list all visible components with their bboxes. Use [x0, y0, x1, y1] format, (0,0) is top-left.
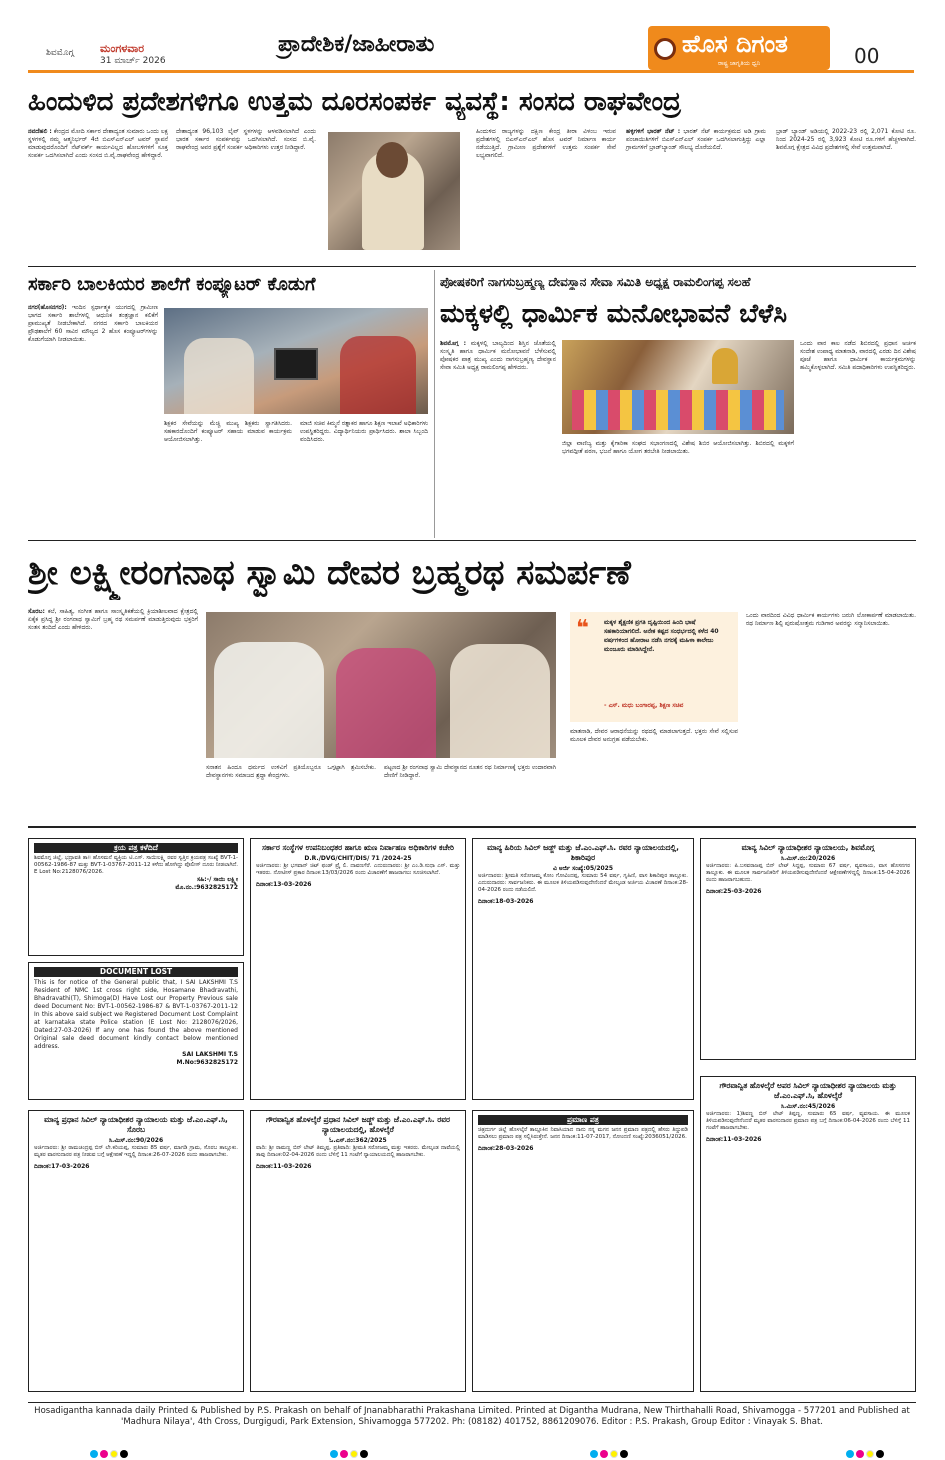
masthead-rule: [28, 70, 914, 73]
ad4-date: ದಿನಾಂಕ:18-03-2026: [478, 898, 534, 905]
ad5-title: ಮಾನ್ಯ ಸಿವಿಲ್ ನ್ಯಾಯಾಧೀಶರ ನ್ಯಾಯಾಲಯ, ಶಿವಮೊಗ್ಗ: [741, 843, 875, 852]
deity-idol: [712, 348, 738, 384]
quote-author: - ಎಸ್. ಮಧು ಬಂಗಾರಪ್ಪ, ಶಿಕ್ಷಣ ಸಚಿವ: [604, 702, 684, 709]
story2-col2: ಶಿಕ್ಷಕರ ಸೇವೆಯನ್ನು ಮೆಚ್ಚಿ ಮುಖ್ಯ ಶಿಕ್ಷಕರು ಸ್ವಾಗತಿಸಿದರು. ಸಹಕಾರದೊಂದಿಗೆ ಕಂಪ್ಯೂಟರ್ ಸಹಾಯ ಮಾಡುವ ಕಾರ್ಯಕ್ರಮ ಆಯೋಜಿಸಲಾಗಿತ್ತು.: [164, 420, 292, 443]
ad3-title: ಸರ್ಕಾರ ಸಂಸ್ಥೆಗಳ ಉಪನಿಬಂಧಕರ ಹಾಗೂ ಋಣ ನಿರ್ವಾಹಣ ಅಧಿಕಾರಿಗಳ ಕಚೇರಿ: [262, 843, 454, 852]
quote-text: ಮಕ್ಕಳ ಶೈಕ್ಷಣಿಕ ಪ್ರಗತಿ ದೃಷ್ಟಿಯಿಂದ ಹಿಂದಿ ಭಾಷೆ ಸಹಕಾರಿಯಾಗಲಿದೆ. ಅನೇಕ ಕಷ್ಟದ ಸಂಧರ್ಭದಲ್ಲಿ ಕಳೆದ 40 ವರ್ಷಗಳಿಂದ ಹೋರಾಟ ನಡೆಸಿ ನಗರಕ್ಕೆ ಮಹಿಳಾ ಕಾಲೇಜು ಮಂಜೂರು ಮಾಡಿಸಿದ್ದೇನೆ.: [604, 619, 719, 653]
ad3-ref: D.R./DVG/CHIT/DIS/ 71 /2024-25: [304, 855, 412, 862]
ad9-body: ಅರ್ಜಿದಾರರು: 1)ಶಿವಣ್ಣ ಬಿನ್ ಲೇಟ್ ತಿಪ್ಪಣ್ಣ, ಸುಮಾರು 65 ವರ್ಷ, ವ್ಯವಸಾಯ. ಈ ಮೂಲಕ ತಿಳಿಯಪಡಿಸುವುದೇನೆಂದರೆ ಮೃತರ ವಾರಸುದಾರರ ಪ್ರಮಾಣ ಪತ್ರ ಬಗ್ಗೆ ದಿನಾಂಕ:06-04-2026 ರಂದು ಬೆಳಿಗ್ಗೆ 11 ಗಂಟೆಗೆ ಹಾಜರಾಗಬೇಕು.: [706, 1111, 910, 1131]
story1-col2: ದೇಶಾದ್ಯಂತ 96,103 ಲೈವ್ ಸ್ಥಳಗಳನ್ನು ಆಳವಡಿಸಲಾಗಿದೆ ಎಂದು ಭಾರತ ಸರ್ಕಾರ ಸಂಪರ್ಕವನ್ನು ಒದಗಿಸಲಾಗಿದೆ. ಸಂಸದ ಬಿ.ವೈ. ರಾಘವೇಂದ್ರ ಅವರ ಪ್ರಶ್ನೆಗೆ ಸಂಪರ್ಕ ಅಧಿಕಾರಿಗಳು ಉತ್ತರ ನೀಡಿದ್ದಾರೆ.: [176, 128, 316, 151]
ad6-date: ದಿನಾಂಕ:17-03-2026: [34, 1163, 90, 1170]
children-row: [572, 390, 784, 430]
ad5-date: ದಿನಾಂಕ:25-03-2026: [706, 888, 762, 895]
brand-box: [648, 26, 830, 70]
divider-2: [28, 540, 916, 541]
ad-deed-lost-kannada: [28, 838, 244, 956]
story4-col3: ಪಟ್ಟಣದ ಶ್ರೀ ರಂಗನಾಥ ಸ್ವಾಮಿ ದೇವಸ್ಥಾನದ ನೂತನ ರಥ ನಿರ್ಮಾಣಕ್ಕೆ ಭಕ್ತರು ಉದಾರವಾಗಿ ದೇಣಿಗೆ ನೀಡಿದ್ದಾರೆ.: [384, 764, 556, 779]
ad-court-sorab: [28, 1110, 244, 1392]
ad5-ref: ಸಿ.ಮಿಸ್.ನಂ:20/2026: [780, 855, 836, 862]
registration-marks-right-center: [590, 1443, 630, 1460]
quote-icon: ❝: [576, 616, 589, 641]
story2-headline: ಸರ್ಕಾರಿ ಬಾಲಕಿಯರ ಶಾಲೆಗೆ ಕಂಪ್ಯೂಟರ್ ಕೊಡುಗೆ: [28, 274, 316, 295]
ad2-phone: M.No:9632825172: [176, 1059, 238, 1066]
ad1-body: ಶಿವಮೊಗ್ಗ ಜಿಲ್ಲೆ, ಭದ್ರಾವತಿ ತಾ॥ ಹೊಸಮನೆ ವ್ಯಕ್ತಿಯ ಟಿ.ಎಸ್. ಸಾಯಿಲಕ್ಷ್ಮಿ ರವರ ಸ್ವತ್ತಿನ ಕ್ರಯಪತ್ರ ಸಂಖ್ಯೆ BVT-1-00562-1986-87 ಮತ್ತು BVT-1-03767-2011-12 ಕಳೆದು ಹೋಗಿದ್ದು ಪೊಲೀಸ್ ದೂರು ನೀಡಲಾಗಿದೆ. E Lost No:2128076/2026.: [34, 855, 238, 875]
story4-headline: ಶ್ರೀ ಲಕ್ಷ್ಮೀರಂಗನಾಥ ಸ್ವಾಮಿ ದೇವರ ಬ್ರಹ್ಮರಥ ಸಮರ್ಪಣೆ: [28, 553, 631, 593]
ad-court-holalkere: [250, 1110, 466, 1392]
story1-col4-text: ಭಾರತ್ ನೆಟ್ ಕಾರ್ಯಕ್ರಮದ ಅಡಿ ಗ್ರಾಮ ಪಂಚಾಯಿತಿಗಳಿಗೆ ಬಿಎಸ್ಎನ್ಎಲ್ ಸಂಪರ್ಕ ಒದಗಿಸಲಾಗುತ್ತಿದ್ದು ಎಲ್ಲಾ ಗ್ರಾಮಗಳಿಗೆ ಬ್ರಾಡ್‌ಬ್ಯಾಂಡ್ ಸೌಲಭ್ಯ ದೊರೆಯಲಿದೆ.: [626, 128, 766, 151]
divider-vertical: [434, 270, 435, 538]
ad9-ref: ಸಿ.ಮಿಸ್.ನಂ:45/2026: [780, 1103, 836, 1110]
dot-magenta: [600, 1450, 608, 1458]
people-group-right: [340, 336, 416, 414]
story1-headline: ಹಿಂದುಳಿದ ಪ್ರದೇಶಗಳಿಗೂ ಉತ್ತಮ ದೂರಸಂಪರ್ಕ ವ್ಯವಸ್ಥೆ: ಸಂಸದ ರಾಘವೇಂದ್ರ: [28, 87, 681, 117]
story3-photo: [562, 340, 794, 434]
ad7-title: ಗೌರವಾನ್ವಿತ ಹೊಳಲ್ಕೆರೆ ಪ್ರಧಾನ ಸಿವಿಲ್ ಜಡ್ಜ್ ಮತ್ತು ಜೆ.ಎಂ.ಎಫ್.ಸಿ. ರವರ ನ್ಯಾಯಾಲಯದಲ್ಲಿ, ಹೊಳಲ್ಕೆರೆ: [266, 1115, 450, 1134]
ad3-body: ಅರ್ಜಿದಾರರು: ಶ್ರೀ ಭಗವಾನ್ ಚಿಟ್ ಫಂಡ್ ಪ್ರೈ ಲಿ. ದಾವಣಗೆರೆ. ಎದುರುದಾರರು: ಶ್ರೀ ಎಂ.ಡಿ.ಸುಧಾ ಎಸ್. ಮತ್ತು ಇತರರು. ನೋಟೀಸ್ ಪ್ರಕಾರ ದಿನಾಂಕ:13/03/2026 ರಂದು ವಿಚಾರಣೆಗೆ ಹಾಜರಾಗಲು ಸೂಚಿಸಲಾಗಿದೆ.: [256, 863, 460, 876]
story3-col3: ಒಂದು ವಾರ ಕಾಲ ನಡೆದ ಶಿಬಿರದಲ್ಲಿ ಪ್ರಧಾನ ಅರ್ಚಕ ಸಂದೇಶ ಉಪಾಧ್ಯ ಮಾತನಾಡಿ, ವಾರದಲ್ಲಿ ಎರಡು ದಿನ ವಿಶೇಷ ಪೂಜೆ ಹಾಗೂ ಧಾರ್ಮಿಕ ಕಾರ್ಯಕ್ರಮಗಳನ್ನು ಹಮ್ಮಿಕೊಳ್ಳಲಾಗಿದೆ. ಸಮಿತಿ ಪದಾಧಿಕಾರಿಗಳು ಉಪಸ್ಥಿತರಿದ್ದರು.: [800, 340, 916, 371]
ad2-sign: SAI LAKSHMI T.S: [182, 1051, 238, 1058]
dot-cyan: [590, 1450, 598, 1458]
dot-magenta: [100, 1450, 108, 1458]
dot-magenta: [340, 1450, 348, 1458]
story1-col1-text: ಕೇಂದ್ರದ ಮೋದಿ ಸರ್ಕಾರ ದೇಶಾದ್ಯಂತ ಸುಮಾರು ಒಂದು ಲಕ್ಷ ಸ್ಥಳಗಳಲ್ಲಿ ನಮ್ಮ ಆತ್ಮನಿರ್ಭರ್ 4ಜಿ ಬಿಎಸ್ಎನ್ಎಲ್ ಟವರ್ ಸ್ಥಾಪನೆ ಮಾಡುವುದರೊಂದಿಗೆ ನೆಟ್‌ವರ್ಕ್ ಕಾರ್ಯವಿಲ್ಲದ ಹೋಬಳಿಗಳಿಗೆ ಸೂಕ್ತ ಸಂಪರ್ಕ ಒದಗಿಸಲಾಗಿದೆ ಎಂದು ಸಂಸದ ಬಿ.ವೈ.ರಾಘವೇಂದ್ರ ಹೇಳಿದ್ದಾರೆ.: [28, 128, 168, 159]
section-title: ಪ್ರಾದೇಶಿಕ/ಜಾಹೀರಾತು: [278, 32, 435, 57]
dot-black: [620, 1450, 628, 1458]
ad8-date: ದಿನಾಂಕ:28-03-2026: [478, 1145, 534, 1152]
ad1-title: ಕ್ರಯ ಪತ್ರ ಕಳೆದಿದೆ: [34, 843, 238, 853]
footer-imprint: Hosadigantha kannada daily Printed & Published by P.S. Prakash on behalf of Jnanabharathi Prakashana Limited. Printed at Digantha Mudrana, New Thirthahalli Road, Shivamogga - 577201 and Published at 'Madhura Nilaya', 4th Cross, Durgigudi, Park Extension, Shivamogga 577202. Ph: (08182) 401752, 8861209076. Editor : P.S. Prakash, Group Editor : Vinayak S. Bhat.: [34, 1406, 910, 1427]
header-city: ಶಿವಮೊಗ್ಗ: [46, 48, 74, 58]
ad-certificate: [472, 1110, 694, 1392]
dot-yellow: [610, 1450, 618, 1458]
ad-chit-registrar: [250, 838, 466, 1100]
story1-col4: [626, 128, 766, 258]
story2-col3: ಮಾಜಿ ಸಚಿವ ಕಿಮ್ಮನೆ ರತ್ನಾಕರ ಹಾಗೂ ಶಿಕ್ಷಣ ಇಲಾಖೆ ಅಧಿಕಾರಿಗಳು ಉಪಸ್ಥಿತರಿದ್ದರು. ವಿದ್ಯಾರ್ಥಿನಿಯರು ಪ್ರಾರ್ಥಿಸಿದರು. ಶಾಲಾ ಸಿಬ್ಬಂದಿ ವಂದಿಸಿದರು.: [300, 420, 428, 443]
story4-col5: ಒಂದು ವಾರದಿಂದ ವಿವಿಧ ಧಾರ್ಮಿಕ ಕಾರ್ಯಗಳು ಜರುಗಿ ಲೋಕಾರ್ಪಣೆ ಮಾಡಲಾಯಿತು. ರಥ ನಿರ್ಮಾಣ ಶಿಲ್ಪಿ ಪುರುಷೋತ್ತಮ ಗುಡಿಗಾರ ಅವರನ್ನು ಸನ್ಮಾನಿಸಲಾಯಿತು.: [746, 612, 916, 627]
registration-marks-right: [846, 1443, 886, 1460]
registration-marks-center: [330, 1443, 370, 1460]
ad4-ref: ವಿ ಅರ್ಜಿ ಸಂಖ್ಯೆ:05/2025: [552, 865, 614, 872]
story2-col1-text: ಇಂದಿನ ಸ್ಪರ್ಧಾತ್ಮಕ ಯುಗದಲ್ಲಿ ಗ್ರಾಮೀಣ ಭಾಗದ ಸರ್ಕಾರಿ ಶಾಲೆಗಳಲ್ಲಿ ಆಧುನಿಕ ತಂತ್ರಜ್ಞಾನ ಕಲಿಕೆಗೆ ಪ್ರಾಮುಖ್ಯತೆ ನೀಡಬೇಕಾಗಿದೆ. ನಗರದ ಸರ್ಕಾರಿ ಬಾಲಕಿಯರ ಪ್ರೌಢಶಾಲೆಗೆ 60 ಸಾವಿರ ಮೌಲ್ಯದ 2 ಹೊಸ ಕಂಪ್ಯೂಟರ್‌ಗಳನ್ನು ಕೊಡುಗೆಯಾಗಿ ನೀಡಲಾಯಿತು.: [28, 304, 158, 343]
ad4-title: ಮಾನ್ಯ ಹಿರಿಯ ಸಿವಿಲ್ ಜಡ್ಜ್ ಮತ್ತು ಜೆ.ಎಂ.ಎಫ್.ಸಿ. ರವರ ನ್ಯಾಯಾಲಯದಲ್ಲಿ, ಶಿಕಾರಿಪುರ: [487, 843, 679, 862]
page-number: 00: [854, 44, 880, 68]
ad3-date: ದಿನಾಂಕ:13-03-2026: [256, 881, 312, 888]
story4-col4: ಮಾತನಾಡಿ, ದೇವರ ಆರಾಧನೆಯನ್ನು ರಥದಲ್ಲಿ ಮಾಡಲಾಗುತ್ತದೆ. ಭಕ್ತರು ಸೇವೆ ಸಲ್ಲಿಸುವ ಮೂಲಕ ದೇವರ ಅನುಗ್ರಹ ಪಡೆಯಬೇಕು.: [570, 728, 738, 743]
quote-box: [570, 612, 738, 722]
story1-col1: [28, 128, 168, 258]
dot-cyan: [330, 1450, 338, 1458]
computer-monitor: [274, 348, 318, 380]
ad-document-lost: [28, 962, 244, 1100]
ad6-body: ಅರ್ಜಿದಾರರು: ಶ್ರೀ ರಾಮಚಂದ್ರಪ್ಪ ಬಿನ್ ಲೇ.ಕರಿಯಪ್ಪ, ಸುಮಾರು 85 ವರ್ಷ, ಮಾಗಡಿ ಗ್ರಾಮ, ಸೊರಬ ತಾಲ್ಲೂಕು. ಮೃತರ ವಾರಸುದಾರರ ಪತ್ರ ನೀಡುವ ಬಗ್ಗೆ ಆಕ್ಷೇಪಣೆ ಇದ್ದಲ್ಲಿ ದಿನಾಂಕ:26-07-2026 ರಂದು ಹಾಜರಾಗಬೇಕು.: [34, 1145, 238, 1158]
ad9-date: ದಿನಾಂಕ:11-03-2026: [706, 1136, 762, 1143]
crowd-right: [450, 644, 550, 758]
ad-court-shikaripura: [472, 838, 694, 1100]
ad8-title: ಪ್ರಮಾಣ ಪತ್ರ: [478, 1115, 688, 1125]
story3-headline: ಮಕ್ಕಳಲ್ಲಿ ಧಾರ್ಮಿಕ ಮನೋಭಾವನೆ ಬೆಳೆಸಿ: [440, 299, 788, 329]
story3-kicker: ಪೋಷಕರಿಗೆ ನಾಗಸುಬ್ರಹ್ಮಣ್ಯ ದೇವಸ್ಥಾನ ಸೇವಾ ಸಮಿತಿ ಅಧ್ಯಕ್ಷ ರಾಮಲಿಂಗಪ್ಪ ಸಲಹೆ: [440, 275, 751, 289]
story4-col2: ಸನಾತನ ಹಿಂದೂ ಧರ್ಮದ ಉಳಿವಿಗೆ ಪ್ರತಿಯೊಬ್ಬರೂ ಒಗ್ಗಟ್ಟಾಗಿ ಶ್ರಮಿಸಬೇಕು. ದೇವಸ್ಥಾನಗಳು ಸಮಾಜದ ಶ್ರದ್ಧಾ ಕೇಂದ್ರಗಳು.: [206, 764, 376, 779]
header-day: ಮಂಗಳವಾರ: [100, 42, 145, 55]
ad6-title: ಮಾನ್ಯ ಪ್ರಧಾನ ಸಿವಿಲ್ ನ್ಯಾಯಾಧೀಶರ ನ್ಯಾಯಾಲಯ ಮತ್ತು ಜೆ.ಎಂ.ಎಫ್.ಸಿ, ಸೊರಬ: [44, 1115, 228, 1134]
story4-dateline: ಸೊರಬ:: [28, 608, 45, 615]
speaker-head: [376, 142, 408, 178]
story1-dateline: ನವದೆಹಲಿ :: [28, 128, 52, 135]
story2-dateline: ನಗರ(ಹೊಸನಗರ):: [28, 304, 67, 311]
ad4-body: ಅರ್ಜಿದಾರರು: ಶ್ರೀಮತಿ ಸರೋಜಮ್ಮ ಕೋಂ ಗೋವಿಂದಪ್ಪ, ಸುಮಾರು 54 ವರ್ಷ, ಗೃಹಿಣಿ, ವಾಸ ಶಿಕಾರಿಪುರ ತಾಲ್ಲೂಕು. ಎದುರುದಾರರು: ಸಾರ್ವಜನಿಕರು. ಈ ಮೂಲಕ ತಿಳಿಯಪಡಿಸುವುದೇನೆಂದರೆ ಮೇಲ್ಕಂಡ ಅರ್ಜಿಯ ವಿಚಾರಣೆ ದಿನಾಂಕ:28-04-2026 ರಂದು ನಡೆಯಲಿದೆ.: [478, 873, 688, 893]
dot-magenta: [856, 1450, 864, 1458]
story3-col2: ಜಿಲ್ಲಾ ವಾಣಿಜ್ಯ ಮತ್ತು ಕೈಗಾರಿಕಾ ಸಂಘದ ಸಭಾಂಗಣದಲ್ಲಿ ವಿಶೇಷ ಶಿಬಿರ ಆಯೋಜಿಸಲಾಗಿತ್ತು. ಶಿಬಿರದಲ್ಲಿ ಮಕ್ಕಳಿಗೆ ಭಗವದ್ಗೀತೆ ಪಠಣ, ಭಜನೆ ಹಾಗೂ ಯೋಗ ತರಬೇತಿ ನೀಡಲಾಯಿತು.: [562, 440, 794, 455]
people-group: [184, 338, 254, 414]
brand-tagline: ರಾಷ್ಟ್ರ ಜಾಗೃತಿಯ ಧ್ವನಿ: [718, 60, 761, 67]
header-date: 31 ಮಾರ್ಚ್ 2026: [100, 56, 166, 66]
brand-name: ಹೊಸ ದಿಗಂತ: [682, 30, 788, 58]
dot-yellow: [110, 1450, 118, 1458]
story1-photo: [328, 132, 460, 250]
registration-marks-left: [90, 1443, 130, 1460]
story1-col4-lead: ಹಳ್ಳಿಗಳಿಗೆ ಭಾರತ್ ನೆಟ್ :: [626, 128, 681, 135]
ad8-body: ಚಿತ್ರದುರ್ಗ ಜಿಲ್ಲೆ ಹೊಳಲ್ಕೆರೆ ತಾಲ್ಲೂಕಿನ ನಿವಾಸಿಯಾದ ನಾನು ನನ್ನ ಮಗನ ಜನನ ಪ್ರಮಾಣ ಪತ್ರದಲ್ಲಿ ಹೆಸರು ತಿದ್ದುಪಡಿ ಮಾಡಿಸಲು ಪ್ರಮಾಣ ಪತ್ರ ಸಲ್ಲಿಸಿರುತ್ತೇನೆ. ಜನನ ದಿನಾಂಕ:11-07-2017, ನೋಂದಣಿ ಸಂಖ್ಯೆ:2036051/2026.: [478, 1127, 688, 1140]
crowd-center: [336, 648, 436, 758]
story4-photo: [206, 612, 556, 758]
ad2-title: DOCUMENT LOST: [34, 967, 238, 977]
divider-3: [28, 826, 916, 828]
ad7-date: ದಿನಾಂಕ:11-03-2026: [256, 1163, 312, 1170]
story3-col1: [440, 340, 556, 530]
story4-col1-text: ಕಲೆ, ಸಾಹಿತ್ಯ, ಸಂಗೀತ ಹಾಗೂ ಸಾಂಸ್ಕೃತಿಕತೆಯಲ್ಲಿ ಕ್ರಿಯಾಶೀಲವಾದ ಕ್ಷೇತ್ರದಲ್ಲಿ ಏಕೈಕ ಪ್ರಸಿದ್ಧ ಶ್ರೀ ರಂಗನಾಥ ಸ್ವಾಮಿಗೆ ಬ್ರಹ್ಮ ರಥ ಸಮರ್ಪಣೆ ಮಾಡುತ್ತಿರುವುದು ಭಕ್ತರಿಗೆ ಸಂತಸ ತಂದಿದೆ ಎಂದು ಹೇಳಿದರು.: [28, 608, 198, 631]
dot-cyan: [846, 1450, 854, 1458]
ad9-title: ಗೌರವಾನ್ವಿತ ಹೊಳಲ್ಕೆರೆ ಅಪರ ಸಿವಿಲ್ ನ್ಯಾಯಾಧೀಶರ ನ್ಯಾಯಾಲಯ ಮತ್ತು ಜೆ.ಎಂ.ಎಫ್.ಸಿ, ಹೊಳಲ್ಕೆರೆ: [719, 1081, 897, 1100]
ad-court-shivamogga: [700, 838, 916, 1060]
brand-logo-icon: [654, 38, 676, 60]
dot-black: [876, 1450, 884, 1458]
ad-court-holalkere-2: [700, 1076, 916, 1392]
story2-col1: [28, 304, 158, 524]
ad7-ref: ಓ.ಎಸ್.ನಂ:362/2025: [329, 1137, 387, 1144]
dot-black: [120, 1450, 128, 1458]
dot-cyan: [90, 1450, 98, 1458]
dot-yellow: [866, 1450, 874, 1458]
story4-col1: [28, 608, 198, 780]
story1-col3: ಹಿಂದುಳಿದ ರಾಜ್ಯಗಳನ್ನು ದಕ್ಷಿಣ ಕೇಂದ್ರ ತೀರಾ ವಿಳಂಬ ಇರುವ ಪ್ರದೇಶಗಳಲ್ಲಿ ಬಿಎಸ್ಎನ್ಎಲ್ ಹೊಸ ಟವರ್ ನಿರ್ಮಾಣ ಕಾರ್ಯ ನಡೆಯುತ್ತಿದೆ. ಗ್ರಾಮೀಣ ಪ್ರದೇಶಗಳಿಗೆ ಉತ್ತಮ ಸಂಪರ್ಕ ಸೇವೆ ಲಭ್ಯವಾಗಲಿದೆ.: [476, 128, 616, 159]
footer-rule: [28, 1402, 916, 1403]
story1-col5: ಬ್ರಾಡ್ ಬ್ಯಾಂಡ್ ಅಡಿಯಲ್ಲಿ 2022-23 ರಲ್ಲಿ 2,071 ಕೋಟಿ ರೂ. ನಿಂದ 2024-25 ರಲ್ಲಿ 3,923 ಕೋಟಿ ರೂ.ಗಳಿಗೆ ಹೆಚ್ಚಳವಾಗಿದೆ. ಶಿವಮೊಗ್ಗ ಕ್ಷೇತ್ರದ ವಿವಿಧ ಪ್ರದೇಶಗಳಲ್ಲಿ ಸೇವೆ ಉತ್ತಮವಾಗಿದೆ.: [776, 128, 916, 151]
story3-dateline: ಶಿವಮೊಗ್ಗ :: [440, 340, 467, 347]
divider-1: [28, 266, 916, 267]
story3-col1-text: ಮಕ್ಕಳಲ್ಲಿ ಬಾಲ್ಯದಿಂದ ಶಿಸ್ತಿನ ಜೊತೆಯಲ್ಲಿ ಸಂಸ್ಕೃತಿ ಹಾಗೂ ಧಾರ್ಮಿಕ ಮನೋಭಾವನೆ ಬೆಳೆಸುವಲ್ಲಿ ಪೋಷಕರ ಪಾತ್ರ ಮುಖ್ಯ ಎಂದು ನಾಗಸುಬ್ರಹ್ಮಣ್ಯ ದೇವಸ್ಥಾನ ಸೇವಾ ಸಮಿತಿ ಅಧ್ಯಕ್ಷ ರಾಮಲಿಂಗಪ್ಪ ಹೇಳಿದರು.: [440, 340, 556, 371]
dot-yellow: [350, 1450, 358, 1458]
ad1-sign: ಸಹಿ:-/ ಸಾಯಿ ಲಕ್ಷ್ಮೀ: [196, 876, 238, 883]
masthead-bar: [28, 22, 914, 74]
dot-black: [360, 1450, 368, 1458]
story2-photo: [164, 308, 428, 414]
ad5-body: ಅರ್ಜಿದಾರರು: ಪಿ.ಬಸವರಾಜಪ್ಪ ಬಿನ್ ಲೇಟ್ ಸಿದ್ದಪ್ಪ, ಸುಮಾರು 67 ವರ್ಷ, ವ್ಯವಸಾಯ, ವಾಸ ಹೊಸನಗರ ತಾಲ್ಲೂಕು. ಈ ಮೂಲಕ ಸಾರ್ವಜನಿಕರಿಗೆ ತಿಳಿಯಪಡಿಸುವುದೇನೆಂದರೆ ಆಕ್ಷೇಪಣೆಗಳಿದ್ದಲ್ಲಿ ದಿನಾಂಕ:15-04-2026 ರಂದು ಹಾಜರಾಗಬಹುದು.: [706, 863, 910, 883]
ad1-phone: ಮೊ.ನಂ.:9632825172: [175, 884, 238, 891]
ad6-ref: ಸಿ.ಮಿಸ್.ನಂ:90/2026: [108, 1137, 164, 1144]
ad2-body: This is for notice of the General public that, I SAI LAKSHMI T.S Resident of NMC 1st cross right side, Hosamane Bhadravathi, Bhadravathi(T), Shimoga(D) Have Lost our Property Previous sale deed Document No: BVT-1-00562-1986-87 & BVT-1-03767-2011-12 In this above said subject we Registered Document Lost Complaint at karnataka state Police station (E Lost No: 2128076/2026, Dated:27-03-2026) If any one has found the above mentioned Original sale deed document kindly contact below mentioned address.: [34, 979, 238, 1050]
crowd-left: [214, 642, 324, 758]
ad7-body: ವಾದಿ: ಶ್ರೀ ರಾಮಣ್ಣ ಬಿನ್ ಲೇಟ್ ತಿಮ್ಮಪ್ಪ. ಪ್ರತಿವಾದಿ: ಶ್ರೀಮತಿ ಸರೋಜಮ್ಮ ಮತ್ತು ಇತರರು. ಮೇಲ್ಕಂಡ ದಾವೆಯಲ್ಲಿ ತಾವು ದಿನಾಂಕ:02-04-2026 ರಂದು ಬೆಳಿಗ್ಗೆ 11 ಗಂಟೆಗೆ ನ್ಯಾಯಾಲಯದಲ್ಲಿ ಹಾಜರಾಗಬೇಕು.: [256, 1145, 460, 1158]
